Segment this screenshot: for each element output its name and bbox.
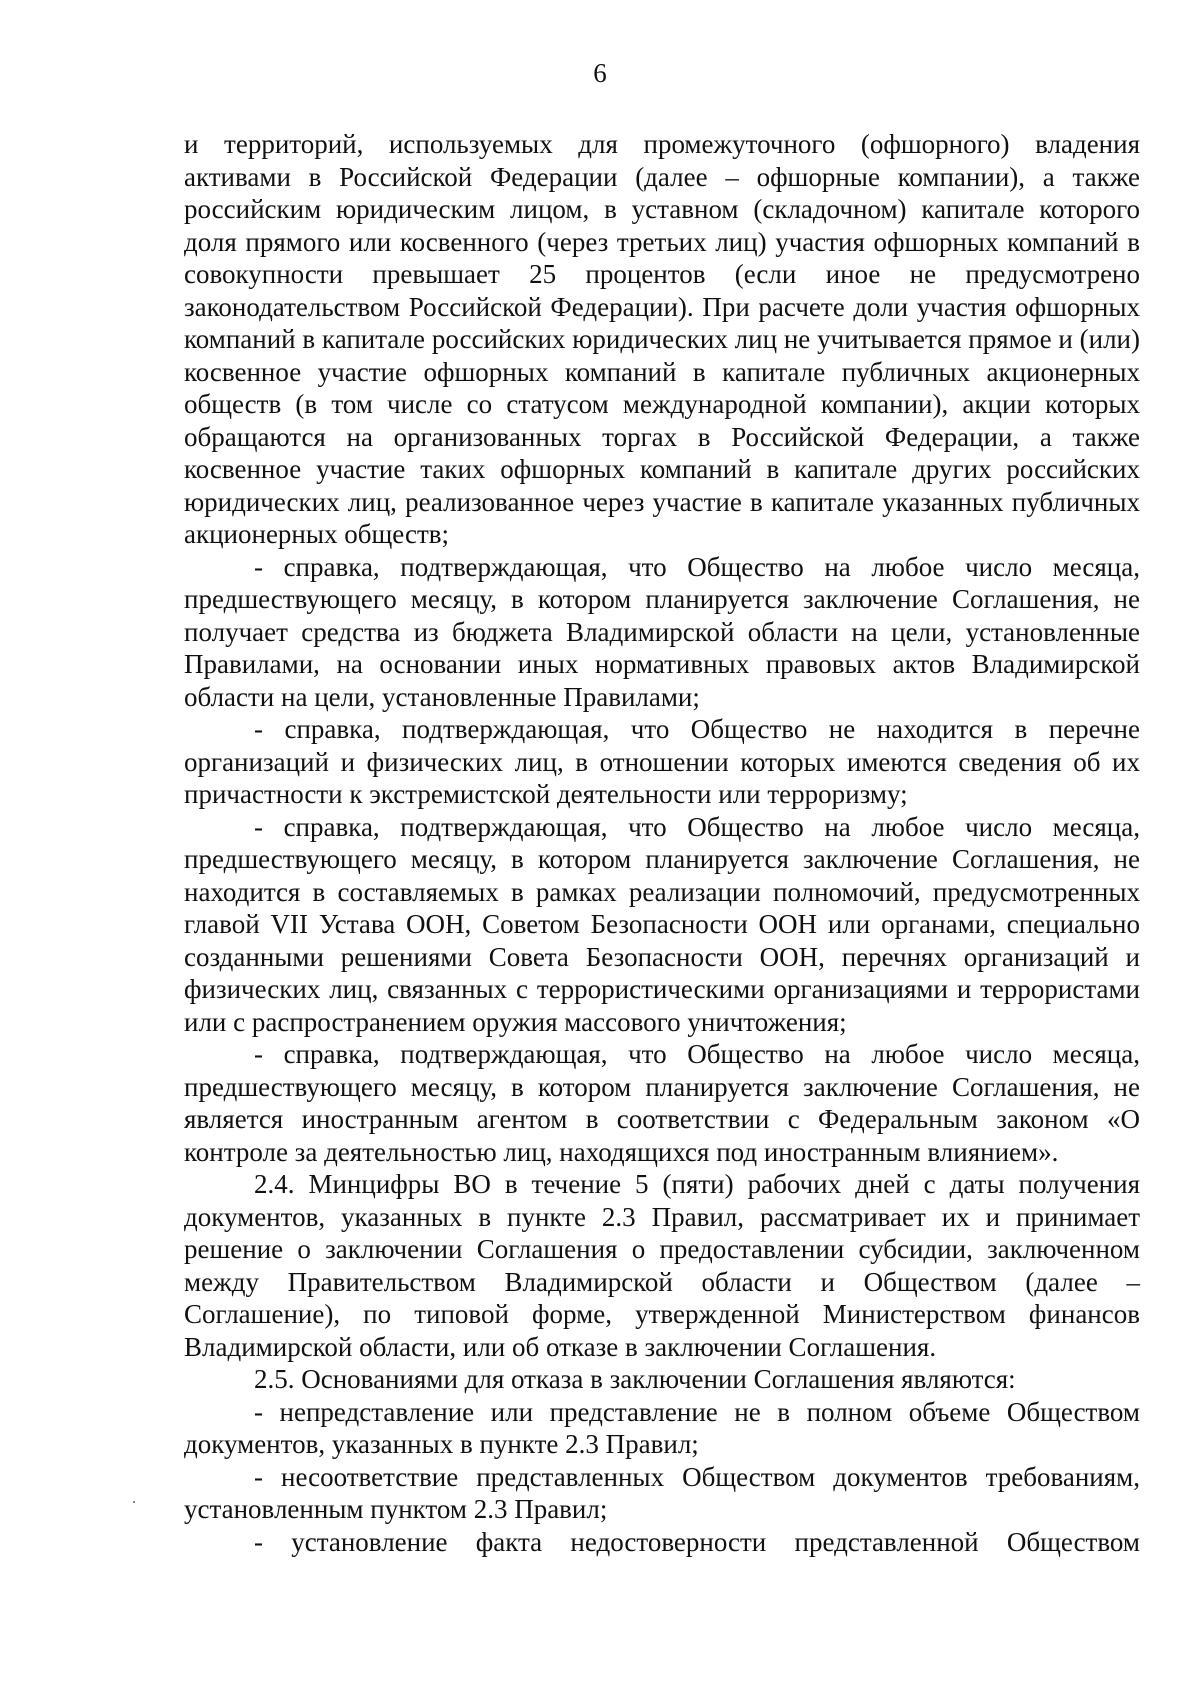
paragraph-clause-2-4: 2.4. Минцифры ВО в течение 5 (пяти) рабочих дней с даты получения документов, указанных в пункте 2.3 Правил, рассматривает их и принимает решение о заключении Соглашения о предоставлении субсидии, заключенном между Правительством Владимирской области и Обществом (далее – Соглашение), по типовой форме, утвержденной Министерством финансов Владимирской области, или об отказе в заключении Соглашения. [184,1169,1140,1362]
paragraph-refusal-incomplete-documents: - непредставление или представление не в полном объеме Обществом документов, указанных в пункте 2.3 Правил; [184,1396,1140,1459]
paragraph-certificate-foreign-agent: - справка, подтверждающая, что Общество на любое число месяца, предшествующего месяцу, в котором планируется заключение Соглашения, не является иностранным агентом в соответствии с Федеральным законом «О контроле за деятельностью лиц, находящихся под иностранным влиянием». [184,1039,1140,1167]
paragraph-offshore-companies: и территорий, используемых для промежуточного (офшорного) владения активами в Российской Федерации (далее – офшорные компании), а также российским юридическим лицом, в уставном (складочном) капитале которого доля прямого или косвенного (через третьих лиц) участия офшорных компаний в совокупности превышает 25 процентов (если иное не предусмотрено законодательством Российской Федерации). При расчете доли участия офшорных компаний в капитале российских юридических лиц не учитывается прямое и (или) косвенное участие офшорных компаний в капитале публичных акционерных обществ (в том числе со статусом международной компании), акции которых обращаются на организованных торгах в Российской Федерации, а также косвенное участие таких офшорных компаний в капитале других российских юридических лиц, реализованное через участие в капитале указанных публичных акционерных обществ; [184,129,1140,549]
page-number: 6 [593,58,607,88]
paragraph-certificate-extremism-list: - справка, подтверждающая, что Общество не находится в перечне организаций и физических лиц, в отношении которых имеются сведения об их причастности к экстремистской деятельности или терроризму; [184,714,1140,809]
scan-dot [133,1501,135,1503]
paragraph-refusal-unreliability: - установление факта недостоверности представленной Обществом [254,1526,1140,1557]
paragraph-clause-2-5: 2.5. Основаниями для отказа в заключении Соглашения являются: [254,1364,1016,1394]
paragraph-certificate-un-lists: - справка, подтверждающая, что Общество на любое число месяца, предшествующего месяцу, в котором планируется заключение Соглашения, не находится в составляемых в рамках реализации полномочий, предусмотренных главой VII Устава ООН, Советом Безопасности ООН или органами, специально созданными решениями Совета Безопасности ООН, перечнях организаций и физических лиц, связанных с террористическими организациями и террористами или с распространением оружия массового уничтожения; [184,811,1140,1037]
document-body [184,128,1140,1558]
paragraph-certificate-budget-funds: - справка, подтверждающая, что Общество на любое число месяца, предшествующего месяцу, в котором планируется заключение Соглашения, не получает средства из бюджета Владимирской области на цели, установленные Правилами, на основании иных нормативных правовых актов Владимирской области на цели, установленные Правилами; [184,551,1140,712]
paragraph-refusal-nonconformity: - несоответствие представленных Обществом документов требованиям, установленным пунктом 2.3 Правил; [184,1461,1140,1524]
